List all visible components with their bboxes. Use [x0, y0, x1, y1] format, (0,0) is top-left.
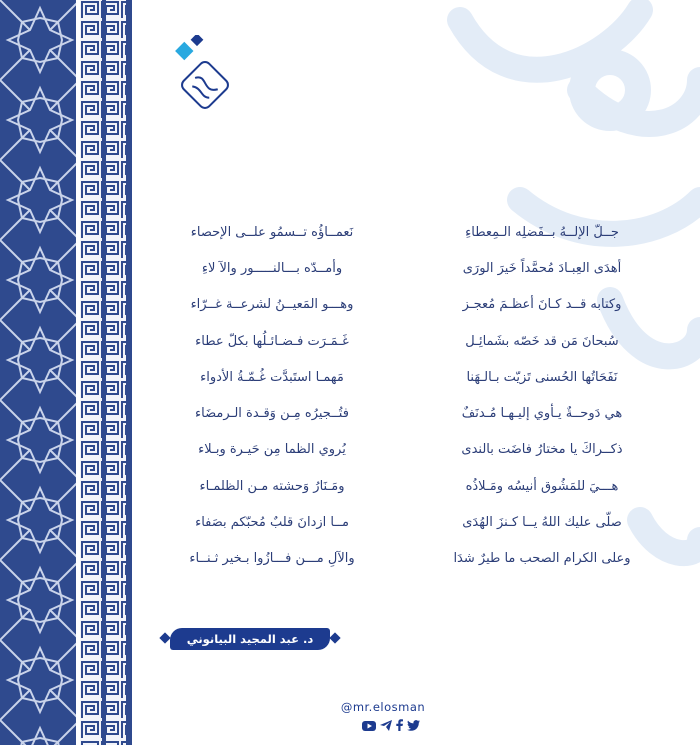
- verse-first-hemistich: أهدَى العِبـادَ مُحمَّداً خَيرَ الورَى: [462, 260, 622, 276]
- verse-second-hemistich: نَعمــاؤُه تــسمُو علــى الإحصاء: [190, 224, 354, 240]
- verse-first-hemistich: نَفَحَاتُها الحُسنى تَزيّت بـالـهَنا: [466, 369, 618, 385]
- verse-first-hemistich: هـــيَ للمَشُوق أنيسُه ومَـلاذُه: [465, 478, 619, 494]
- verse-second-hemistich: فتُــجيرُه مِـن وَقـدة الـرمضَاء: [195, 406, 349, 422]
- poem-verse: [162, 541, 652, 577]
- verse-first-hemistich: وعلى الكرام الصحب ما طيرٌ شدَا: [453, 551, 631, 567]
- geometric-pattern-sidebar: [0, 0, 132, 745]
- verse-second-hemistich: وهـــو المَعيــنُ لشرعــة غــرّاء: [190, 297, 354, 313]
- verse-first-hemistich: هي دَوحــةٌ يـأوي إليـهـا مُـدنَفٌ: [461, 406, 623, 422]
- verse-second-hemistich: والآلِ مـــن فـــازُوا بـخير ثـنــاء: [189, 551, 355, 567]
- poem-verse: [162, 432, 652, 468]
- poem-verse: [162, 214, 652, 250]
- verse-second-hemistich: وأمــدّه بـــالنـــــور والآ لاءِ: [201, 260, 343, 276]
- verse-second-hemistich: مــا ازدانَ قلبٌ مُحبّكم بصَفاء: [195, 515, 349, 531]
- telegram-icon[interactable]: [380, 716, 392, 735]
- youtube-icon[interactable]: [362, 716, 376, 735]
- verse-first-hemistich: صلّى عليك اللهُ يــا كـنزَ الهُدَى: [462, 515, 622, 531]
- poem: [162, 214, 652, 577]
- social-icons: [362, 716, 420, 735]
- verse-first-hemistich: وكتابه قــد كـانَ أعظـمَ مُعجـز: [462, 297, 622, 313]
- poem-verse: [162, 323, 652, 359]
- verse-second-hemistich: يُروي الظما مِن حَيـرة وبـلاء: [198, 442, 346, 458]
- poem-verse: [162, 395, 652, 431]
- verse-second-hemistich: مَهمـا استَبدَّت غُـمّـةُ الأدواء: [200, 369, 344, 385]
- poem-verse: [162, 250, 652, 286]
- poem-verse: [162, 504, 652, 540]
- verse-second-hemistich: ومَـنَارُ وَحشته مـن الظلمـاء: [199, 478, 345, 494]
- calligraphy-logo: [175, 35, 235, 110]
- verse-first-hemistich: ذكــراكَ يا مختارُ فاضَت بالندى: [461, 442, 623, 458]
- twitter-icon[interactable]: [407, 716, 420, 735]
- verse-second-hemistich: غَـمَـرَت فـضـائـلُها بكلّ عطاء: [195, 333, 349, 349]
- poem-verse: [162, 468, 652, 504]
- verse-first-hemistich: سُبحانَ مَن قد خَصّه بشَمائِـل: [465, 333, 619, 349]
- social-handle[interactable]: @mr.elosman: [340, 700, 426, 714]
- poem-verse: [162, 287, 652, 323]
- facebook-icon[interactable]: [396, 716, 403, 735]
- verse-first-hemistich: جــلّ الإلــهُ بــفَضلِه الـمِعطاءِ: [465, 224, 619, 240]
- author-badge: د. عبد المجيد البيانوني: [170, 628, 330, 650]
- poem-verse: [162, 359, 652, 395]
